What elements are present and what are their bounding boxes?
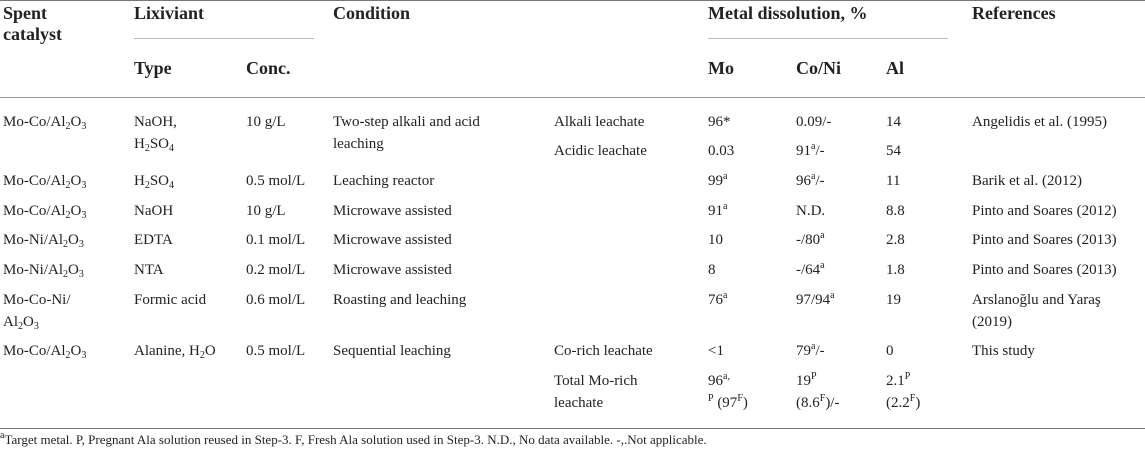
cell-ref: Pinto and Soares (2013) xyxy=(972,232,1117,248)
cell-coni: 97/94$^a$ xyxy=(796,290,835,308)
cell-sub-condition: Co-rich leachate xyxy=(554,343,653,359)
cell-mo: 8 xyxy=(708,262,716,278)
cell-condition: Leaching reactor xyxy=(333,173,435,189)
cell-coni: N.D. xyxy=(796,203,826,219)
cell-mo: <1 xyxy=(708,343,724,359)
cell-type: $H_2SO_4$ xyxy=(134,173,175,191)
cell-ref: Pinto and Soares (2012) xyxy=(972,203,1117,219)
table-footnote: $^a$Target metal. P, Pregnant Ala solution reused in Step-3. F, Fresh Ala solution used in Step-3. N.D., No data available. -,.Not applicable. xyxy=(0,430,707,447)
cell-sub-condition: Total Mo-rich leachate xyxy=(554,373,638,411)
cell-al: 14 xyxy=(886,114,901,130)
cell-condition: Sequential leaching xyxy=(333,343,451,359)
cell-al: 8.8 xyxy=(886,203,905,219)
cell-conc: 10 g/L xyxy=(246,114,286,130)
cell-catalyst: $Mo-Ni/Al_2O_3$ xyxy=(3,232,84,250)
header-spent-label: Spent xyxy=(3,3,48,23)
header-type: Type xyxy=(134,58,172,78)
metal-dissolution-underline xyxy=(708,38,948,39)
lixiviant-underline xyxy=(134,38,314,39)
table-top-rule xyxy=(0,0,1145,1)
cell-type: EDTA xyxy=(134,232,173,248)
cell-mo: 91$^a$ xyxy=(708,201,728,219)
cell-conc: 0.2 mol/L xyxy=(246,262,306,278)
cell-catalyst: $Mo-Co/Al_2O_3$ xyxy=(3,343,87,361)
cell-ref: This study xyxy=(972,343,1035,359)
cell-mo: 99$^a$ xyxy=(708,171,728,189)
cell-coni: 96$^a$/- xyxy=(796,171,825,189)
cell-al: 2.8 xyxy=(886,232,905,248)
cell-al: 1.8 xyxy=(886,262,905,278)
cell-coni: -/64$^a$ xyxy=(796,260,825,278)
cell-catalyst: Mo-Co-Ni/ $Al_2O_3$ xyxy=(3,292,71,332)
cell-ref: Angelidis et al. (1995) xyxy=(972,114,1107,130)
header-coni: Co/Ni xyxy=(796,58,841,78)
cell-coni: 0.09/- xyxy=(796,114,832,130)
header-catalyst-label: catalyst xyxy=(3,24,62,44)
cell-condition: Two-step alkali and acid leaching xyxy=(333,114,480,152)
cell-conc: 10 g/L xyxy=(246,203,286,219)
cell-conc: 0.5 mol/L xyxy=(246,173,306,189)
cell-al: 0 xyxy=(886,343,894,359)
cell-coni: 91$^a$/- xyxy=(796,141,825,159)
cell-al: 54 xyxy=(886,143,901,159)
cell-mo: 76$^a$ xyxy=(708,290,728,308)
cell-al: 11 xyxy=(886,173,901,189)
cell-condition: Roasting and leaching xyxy=(333,292,467,308)
cell-conc: 0.1 mol/L xyxy=(246,232,306,248)
cell-catalyst: $Mo-Co/Al_2O_3$ xyxy=(3,203,87,221)
cell-type: NaOH, $H_2SO_4$ xyxy=(134,114,177,154)
cell-ref: Barik et al. (2012) xyxy=(972,173,1082,189)
cell-type: Formic acid xyxy=(134,292,207,308)
header-metal-dissolution: Metal dissolution, % xyxy=(708,3,868,23)
cell-conc: 0.5 mol/L xyxy=(246,343,306,359)
cell-type: Alanine, $H_2O$ xyxy=(134,343,216,361)
cell-sub-condition: Alkali leachate xyxy=(554,114,645,130)
header-condition: Condition xyxy=(333,3,411,23)
cell-condition: Microwave assisted xyxy=(333,232,452,248)
cell-type: NaOH xyxy=(134,203,174,219)
cell-catalyst: $Mo-Co/Al_2O_3$ xyxy=(3,173,87,191)
cell-coni: -/80$^a$ xyxy=(796,230,825,248)
header-references: References xyxy=(972,3,1056,23)
cell-catalyst: $Mo-Ni/Al_2O_3$ xyxy=(3,262,84,280)
header-mo: Mo xyxy=(708,58,734,78)
header-al: Al xyxy=(886,58,904,78)
cell-catalyst: $Mo-Co/Al_2O_3$ xyxy=(3,114,87,132)
cell-condition: Microwave assisted xyxy=(333,262,452,278)
cell-type: NTA xyxy=(134,262,164,278)
header-conc: Conc. xyxy=(246,58,291,78)
header-spent-catalyst xyxy=(3,3,62,45)
cell-coni: 79$^a$/- xyxy=(796,341,825,359)
cell-ref: Pinto and Soares (2013) xyxy=(972,262,1117,278)
cell-sub-condition: Acidic leachate xyxy=(554,143,647,159)
cell-conc: 0.6 mol/L xyxy=(246,292,306,308)
cell-condition: Microwave assisted xyxy=(333,203,452,219)
header-lixiviant: Lixiviant xyxy=(134,3,205,23)
cell-al: $2.1^P$ $(2.2^F)$ xyxy=(886,371,921,411)
cell-coni: $19^P$ $(8.6^F)/-$ xyxy=(796,371,840,411)
cell-ref: Arslanoğlu and Yaraş (2019) xyxy=(972,292,1101,330)
table-bottom-rule xyxy=(0,428,1145,429)
cell-mo: 96* xyxy=(708,114,731,130)
cell-mo: $96^{a,}$ $^P$ $(97^F)$ xyxy=(708,371,748,411)
cell-al: 19 xyxy=(886,292,901,308)
cell-mo: 0.03 xyxy=(708,143,735,159)
header-bottom-rule xyxy=(0,97,1145,98)
cell-mo: 10 xyxy=(708,232,723,248)
